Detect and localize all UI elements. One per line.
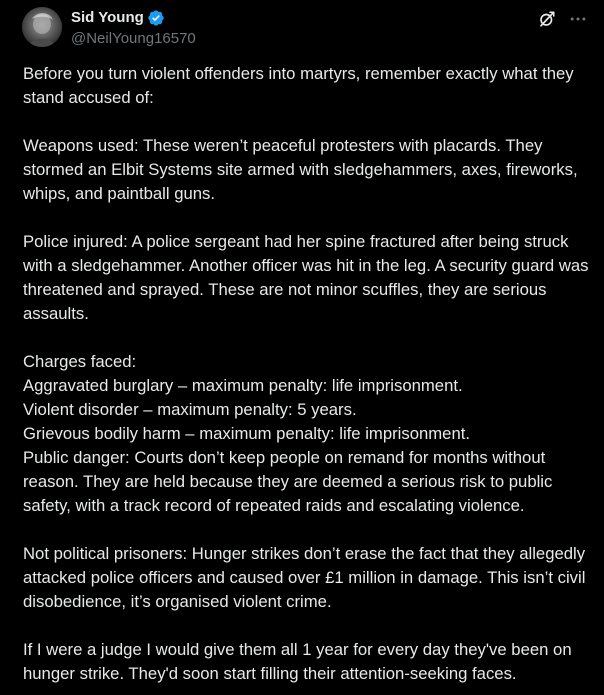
- author-handle[interactable]: @NeilYoung16570: [71, 30, 196, 47]
- avatar-image: [22, 7, 62, 47]
- author-block: [71, 8, 196, 49]
- more-horizontal-icon[interactable]: [568, 9, 588, 29]
- author-name-row: [71, 8, 196, 28]
- post-header: [22, 7, 588, 47]
- verified-badge-icon[interactable]: [147, 9, 165, 27]
- avatar[interactable]: [22, 7, 62, 47]
- post-body-text: Before you turn violent offenders into martyrs, remember exactly what they stand accused of: Weapons used: These weren’t peaceful protesters with placards. They stormed an Elbit Systems site armed with sledgehammers, axes, fireworks, whips, and paintball guns. Police injured: A police sergeant had her spine fractured after being struck with a sledgehammer. Another officer was hit in the leg. A security guard was threatened and sprayed. These are not minor scuffles, they are serious assaults. Charges faced: Aggravated burglary – maximum penalty: life imprisonment. Violent disorder – maximum penalty: 5 years. Grievous bodily harm – maximum penalty: life imprisonment. Public danger: Courts don’t keep people on remand for months without reason. They are held because they are deemed a serious risk to public safety, with a track record of repeated raids and escalating violence. Not political prisoners: Hunger strikes don’t erase the fact that they allegedly attacked police officers and caused over £1 million in damage. This isn’t civil disobedience, it’s organised violent crime. If I were a judge I would give them all 1 year for every day they've been on hunger strike. They'd soon start filling their attention-seeking faces.: [23, 64, 589, 683]
- header-actions: [538, 9, 588, 29]
- display-name[interactable]: Sid Young: [71, 9, 144, 26]
- grok-icon[interactable]: [538, 10, 556, 28]
